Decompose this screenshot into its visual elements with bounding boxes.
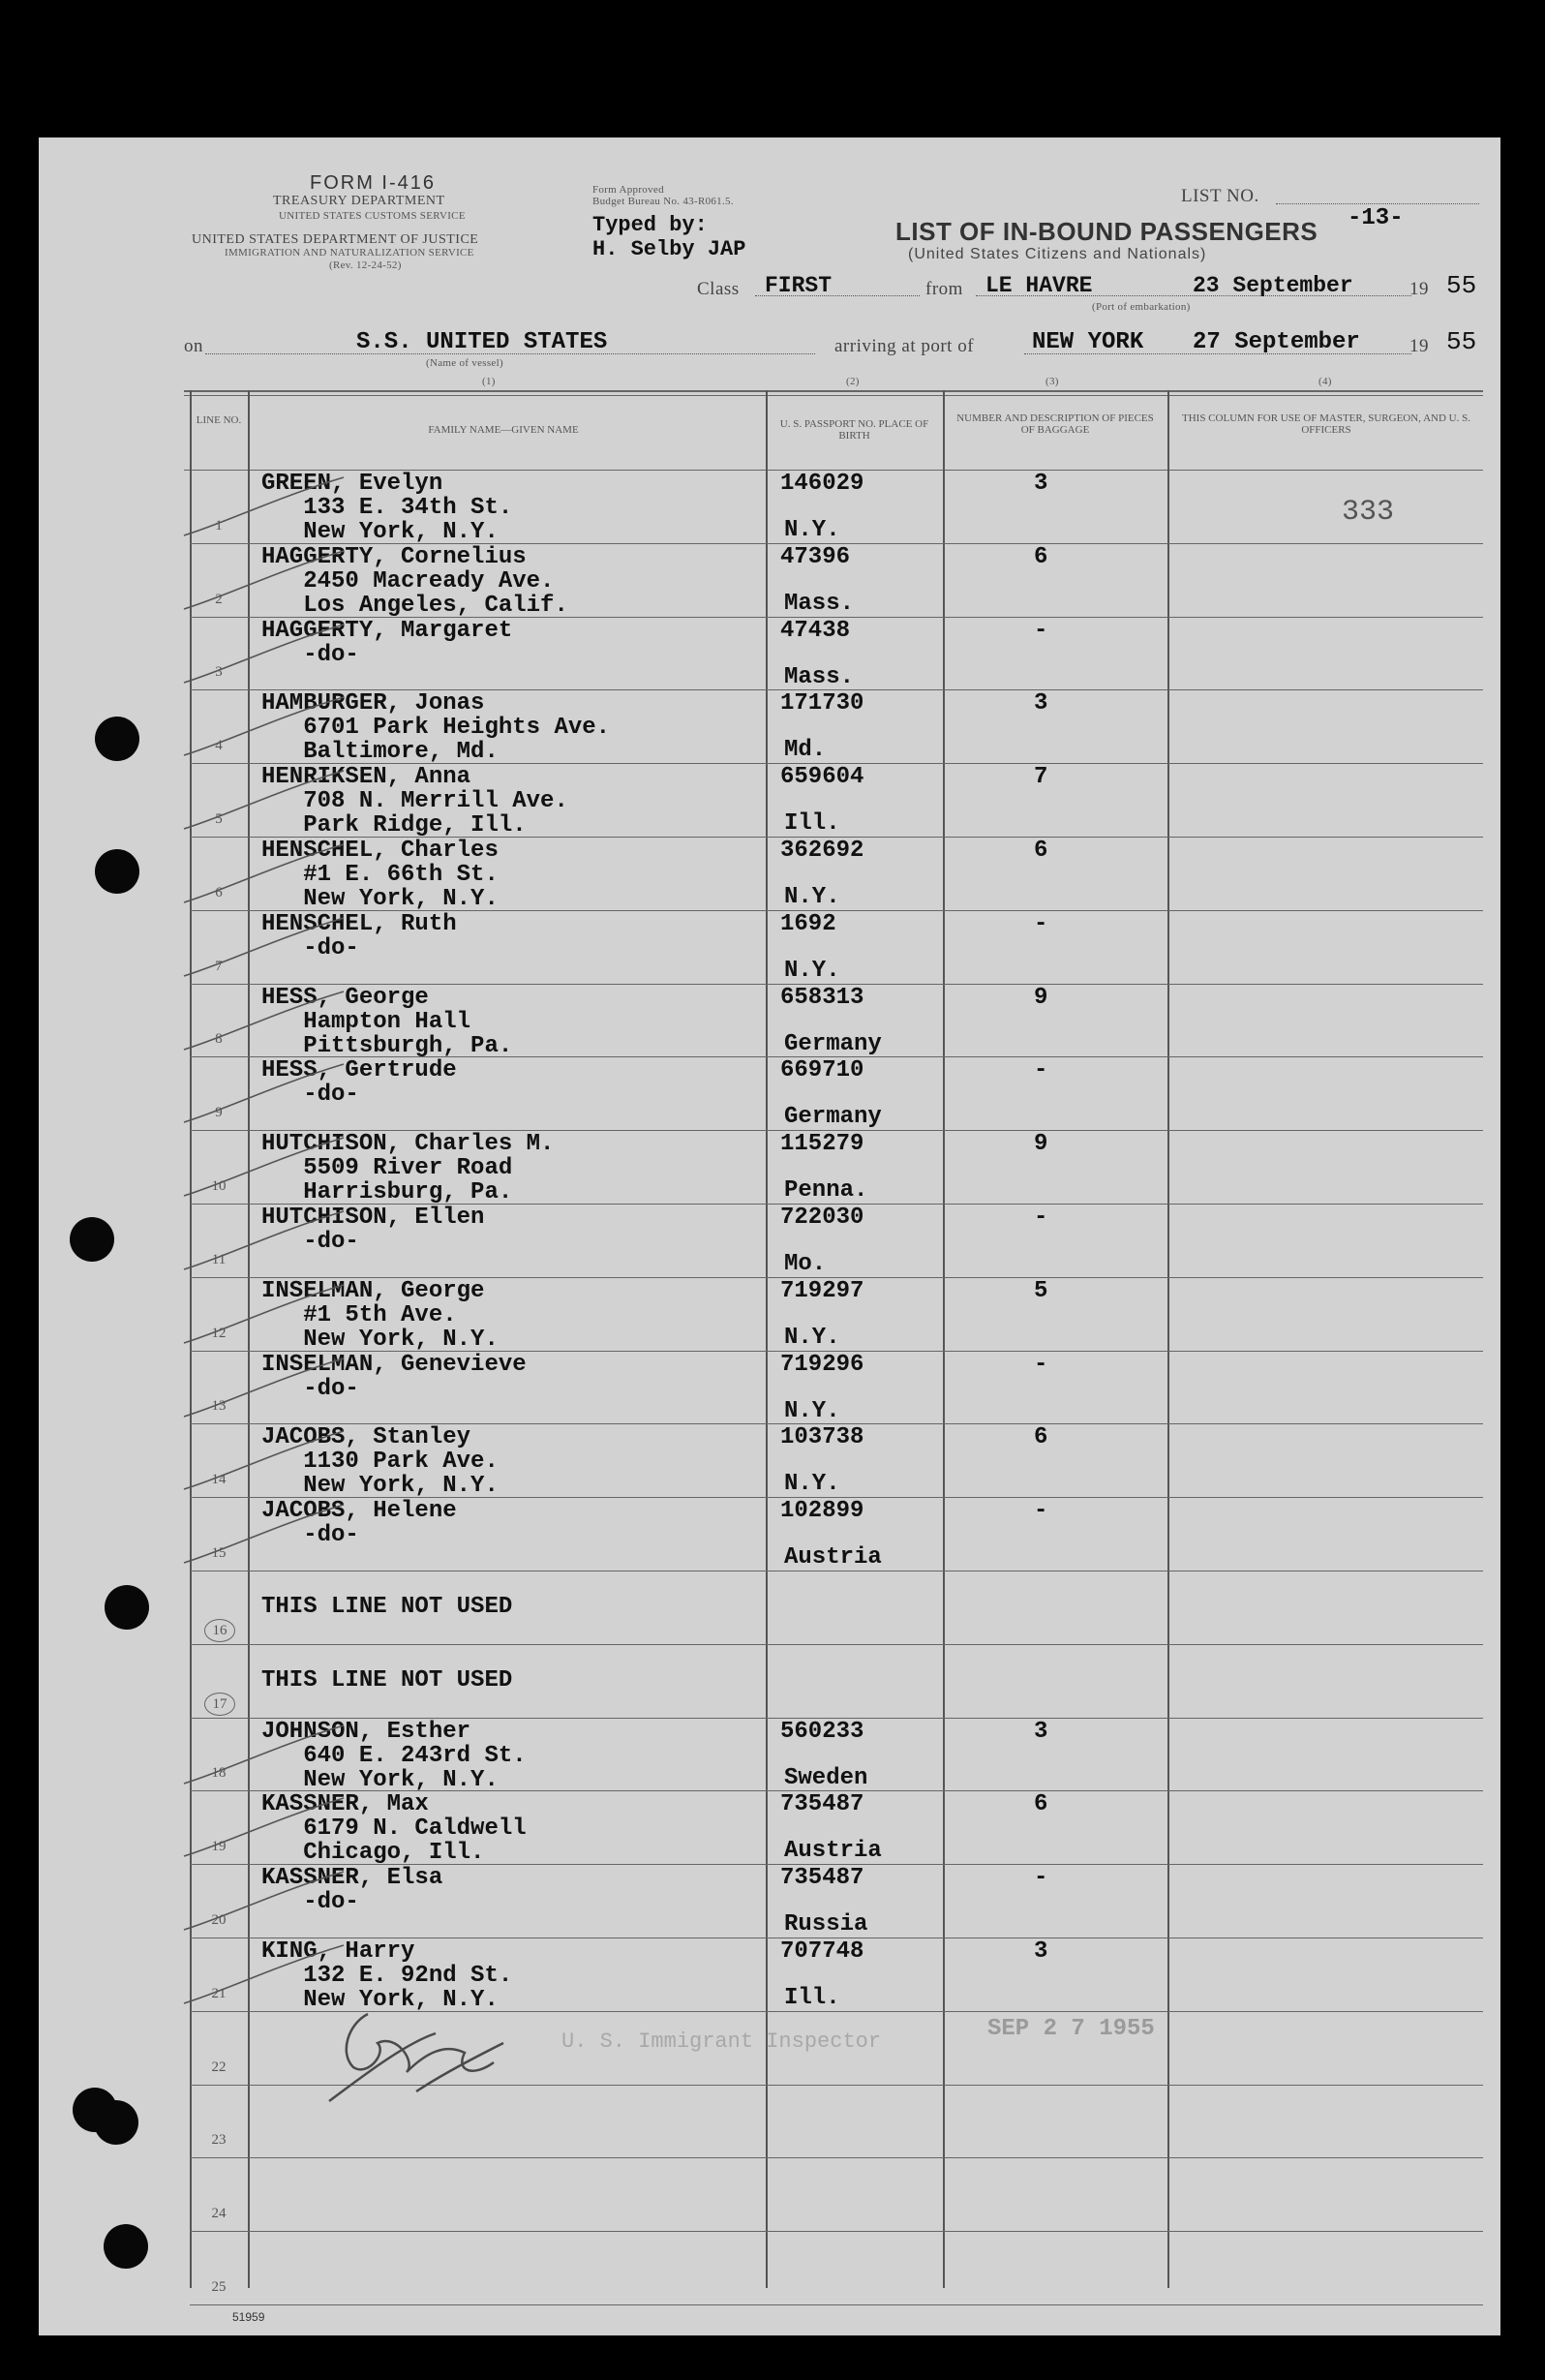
check-mark	[179, 1060, 353, 1128]
passport-number: 658313	[780, 985, 864, 1011]
vessel-name: S.S. UNITED STATES	[356, 329, 608, 355]
passenger-name: JACOBS, Helene -do-	[261, 1498, 457, 1548]
passport-number: 722030	[780, 1205, 864, 1231]
form-number: FORM I-416	[310, 172, 437, 194]
passport-number: 560233	[780, 1719, 864, 1745]
binder-hole	[105, 1585, 149, 1630]
baggage-count: 3	[1034, 1719, 1048, 1745]
binder-hole	[95, 717, 139, 761]
agency-line: IMMIGRATION AND NATURALIZATION SERVICE	[225, 247, 474, 259]
line-number: 13	[211, 1398, 227, 1414]
departure-date: 23 September	[1193, 273, 1353, 298]
line-number: 5	[215, 811, 223, 827]
baggage-count: 6	[1034, 1791, 1048, 1817]
place-of-birth: Mo.	[784, 1251, 827, 1277]
place-of-birth: Mass.	[784, 591, 855, 617]
agency-line: UNITED STATES CUSTOMS SERVICE	[279, 210, 466, 222]
check-mark	[179, 1794, 353, 1862]
passenger-name: HENSCHEL, Ruth -do-	[261, 911, 457, 961]
baggage-count: 9	[1034, 985, 1048, 1011]
place-of-birth: N.Y.	[784, 958, 840, 984]
line-number: 25	[211, 2279, 227, 2295]
baggage-count: 6	[1034, 544, 1048, 570]
line-number: 14	[211, 1472, 227, 1487]
arrival-port: NEW YORK	[1032, 329, 1144, 355]
check-mark	[179, 473, 353, 541]
line-number: 12	[211, 1326, 227, 1341]
check-mark	[179, 1722, 353, 1789]
agency-line: (Rev. 12-24-52)	[329, 259, 402, 271]
header-baggage: NUMBER AND DESCRIPTION OF PIECES OF BAGGAGE	[956, 412, 1154, 436]
year-prefix: 19	[1409, 336, 1429, 356]
port-caption: (Port of embarkation)	[1092, 301, 1191, 313]
binder-hole	[104, 2224, 148, 2269]
check-mark	[179, 1355, 353, 1422]
passenger-name: HUTCHISON, Ellen -do-	[261, 1205, 485, 1255]
baggage-count: -	[1034, 618, 1048, 644]
passport-number: 362692	[780, 838, 864, 864]
baggage-count: 7	[1034, 764, 1048, 790]
binder-hole	[94, 2100, 138, 2145]
place-of-birth: Germany	[784, 1104, 882, 1130]
baggage-count: 3	[1034, 471, 1048, 497]
line-number: 24	[211, 2206, 227, 2221]
check-mark	[179, 988, 353, 1055]
passenger-name: JACOBS, Stanley 1130 Park Ave. New York, N.Y.	[261, 1424, 499, 1499]
passenger-name: HESS, Gertrude -do-	[261, 1057, 457, 1108]
baggage-count: 5	[1034, 1278, 1048, 1304]
check-mark	[179, 1868, 353, 1936]
year-prefix: 19	[1409, 279, 1429, 299]
baggage-count: -	[1034, 911, 1048, 937]
form-approval: Form Approved	[592, 184, 664, 196]
passport-number: 735487	[780, 1791, 864, 1817]
place-of-birth: N.Y.	[784, 1325, 840, 1351]
column-number: (1)	[482, 376, 496, 387]
header-line-no: LINE NO.	[196, 414, 242, 426]
check-mark	[179, 1207, 353, 1275]
check-mark	[179, 1427, 353, 1495]
passenger-name: HAGGERTY, Cornelius 2450 Macready Ave. Los Angeles, Calif.	[261, 544, 568, 619]
list-subtitle: (United States Citizens and Nationals)	[908, 246, 1207, 262]
header-officers: THIS COLUMN FOR USE OF MASTER, SURGEON, AND U. S. OFFICERS	[1182, 412, 1470, 436]
typed-by-label: Typed by:	[592, 213, 708, 237]
place-of-birth: Md.	[784, 737, 827, 763]
arrival-year: 55	[1446, 327, 1477, 356]
baggage-count: 3	[1034, 1938, 1048, 1965]
line-number: 11	[211, 1252, 227, 1267]
line-number: 10	[211, 1178, 227, 1194]
line-number: 7	[215, 959, 223, 974]
line-number: 23	[211, 2132, 227, 2148]
passport-number: 707748	[780, 1938, 864, 1965]
list-title: LIST OF IN-BOUND PASSENGERS	[895, 217, 1318, 246]
on-label: on	[184, 336, 203, 356]
line-number: 15	[211, 1545, 227, 1561]
check-mark	[179, 767, 353, 835]
baggage-count: 9	[1034, 1131, 1048, 1157]
check-mark	[179, 1281, 353, 1349]
line-number: 3	[215, 664, 223, 680]
line-number: 4	[215, 738, 223, 753]
baggage-count: 6	[1034, 838, 1048, 864]
place-of-birth: N.Y.	[784, 1398, 840, 1424]
date-stamp: SEP 2 7 1955	[987, 2016, 1155, 2042]
place-of-birth: N.Y.	[784, 1471, 840, 1497]
passport-number: 669710	[780, 1057, 864, 1083]
passenger-name: INSELMAN, Genevieve -do-	[261, 1352, 527, 1402]
check-mark	[179, 914, 353, 982]
passenger-name: HUTCHISON, Charles M. 5509 River Road Harrisburg, Pa.	[261, 1131, 555, 1205]
line-number: 22	[211, 2060, 227, 2075]
line-number: 2	[215, 592, 223, 607]
from-label: from	[925, 279, 963, 299]
passenger-name: GREEN, Evelyn 133 E. 34th St. New York, N.Y.	[261, 471, 513, 545]
passenger-name: HENSCHEL, Charles #1 E. 66th St. New York, N.Y.	[261, 838, 499, 912]
class-label: Class	[697, 279, 740, 299]
vessel-caption: (Name of vessel)	[426, 357, 503, 369]
baggage-count: 3	[1034, 690, 1048, 717]
passenger-name: HAGGERTY, Margaret -do-	[261, 618, 513, 668]
column-number: (3)	[1045, 376, 1059, 387]
passenger-name: HESS, George Hampton Hall Pittsburgh, Pa.	[261, 985, 513, 1059]
header-name: FAMILY NAME—GIVEN NAME	[428, 424, 579, 436]
passport-number: 146029	[780, 471, 864, 497]
column-number: (2)	[846, 376, 860, 387]
passenger-name: HAMBURGER, Jonas 6701 Park Heights Ave. Baltimore, Md.	[261, 690, 611, 765]
from-port: LE HAVRE	[985, 273, 1093, 298]
baggage-count: 6	[1034, 1424, 1048, 1450]
place-of-birth: Mass.	[784, 664, 855, 690]
place-of-birth: Germany	[784, 1031, 882, 1057]
passenger-name: KASSNER, Max 6179 N. Caldwell Chicago, Ill.	[261, 1791, 527, 1866]
baggage-count: -	[1034, 1865, 1048, 1891]
form-approval: Budget Bureau No. 43-R061.5.	[592, 196, 734, 207]
passenger-name: THIS LINE NOT USED	[261, 1594, 513, 1620]
line-number: 19	[211, 1839, 227, 1854]
check-mark	[179, 1134, 353, 1202]
passport-number: 735487	[780, 1865, 864, 1891]
line-number: 1	[215, 518, 223, 534]
passport-number: 47438	[780, 618, 851, 644]
check-mark	[179, 1501, 353, 1569]
passport-number: 1692	[780, 911, 836, 937]
line-number: 21	[211, 1986, 227, 2001]
place-of-birth: N.Y.	[784, 884, 840, 910]
line-number: 16	[204, 1619, 235, 1642]
place-of-birth: Ill.	[784, 1985, 840, 2011]
passenger-name: KING, Harry 132 E. 92nd St. New York, N.Y.	[261, 1938, 513, 2013]
form-code: 51959	[232, 2310, 265, 2324]
place-of-birth: Sweden	[784, 1765, 868, 1791]
passport-number: 659604	[780, 764, 864, 790]
agency-line: TREASURY DEPARTMENT	[273, 194, 445, 208]
passport-number: 115279	[780, 1131, 864, 1157]
header-passport: U. S. PASSPORT NO. PLACE OF BIRTH	[779, 418, 929, 442]
check-mark	[179, 840, 353, 908]
officer-annotation: 333	[1342, 496, 1395, 529]
passport-number: 102899	[780, 1498, 864, 1524]
place-of-birth: Penna.	[784, 1177, 868, 1204]
check-mark	[179, 693, 353, 761]
baggage-count: -	[1034, 1352, 1048, 1378]
line-number: 17	[204, 1693, 235, 1716]
check-mark	[179, 547, 353, 615]
place-of-birth: Austria	[784, 1838, 882, 1864]
place-of-birth: Ill.	[784, 810, 840, 837]
class-value: FIRST	[765, 273, 833, 298]
agency-line: UNITED STATES DEPARTMENT OF JUSTICE	[192, 232, 479, 247]
passport-number: 171730	[780, 690, 864, 717]
passport-number: 47396	[780, 544, 851, 570]
typed-by-value: H. Selby JAP	[592, 237, 746, 261]
baggage-count: -	[1034, 1498, 1048, 1524]
passenger-name: THIS LINE NOT USED	[261, 1667, 513, 1693]
line-number: 9	[215, 1105, 223, 1120]
line-number: 20	[211, 1912, 227, 1928]
baggage-count: -	[1034, 1057, 1048, 1083]
binder-hole	[95, 849, 139, 894]
binder-hole	[70, 1217, 114, 1262]
passenger-name: HENRIKSEN, Anna 708 N. Merrill Ave. Park Ridge, Ill.	[261, 764, 568, 839]
list-no-label: LIST NO.	[1181, 186, 1259, 206]
line-number: 6	[215, 885, 223, 900]
place-of-birth: N.Y.	[784, 517, 840, 543]
line-number: 8	[215, 1031, 223, 1047]
check-mark	[179, 621, 353, 688]
passenger-name: INSELMAN, George #1 5th Ave. New York, N.Y.	[261, 1278, 499, 1353]
column-number: (4)	[1318, 376, 1332, 387]
inspector-stamp: U. S. Immigrant Inspector	[561, 2029, 882, 2054]
arrival-date: 27 September	[1193, 329, 1360, 355]
passport-number: 719296	[780, 1352, 864, 1378]
passport-number: 103738	[780, 1424, 864, 1450]
arriving-label: arriving at port of	[834, 336, 975, 356]
line-number: 18	[211, 1765, 227, 1781]
passport-number: 719297	[780, 1278, 864, 1304]
passenger-name: KASSNER, Elsa -do-	[261, 1865, 443, 1915]
place-of-birth: Austria	[784, 1544, 882, 1571]
list-no-value: -13-	[1348, 205, 1404, 231]
baggage-count: -	[1034, 1205, 1048, 1231]
passenger-name: JOHNSON, Esther 640 E. 243rd St. New York, N.Y.	[261, 1719, 527, 1793]
departure-year: 55	[1446, 271, 1477, 300]
inspector-signature	[310, 1985, 523, 2121]
place-of-birth: Russia	[784, 1911, 868, 1938]
